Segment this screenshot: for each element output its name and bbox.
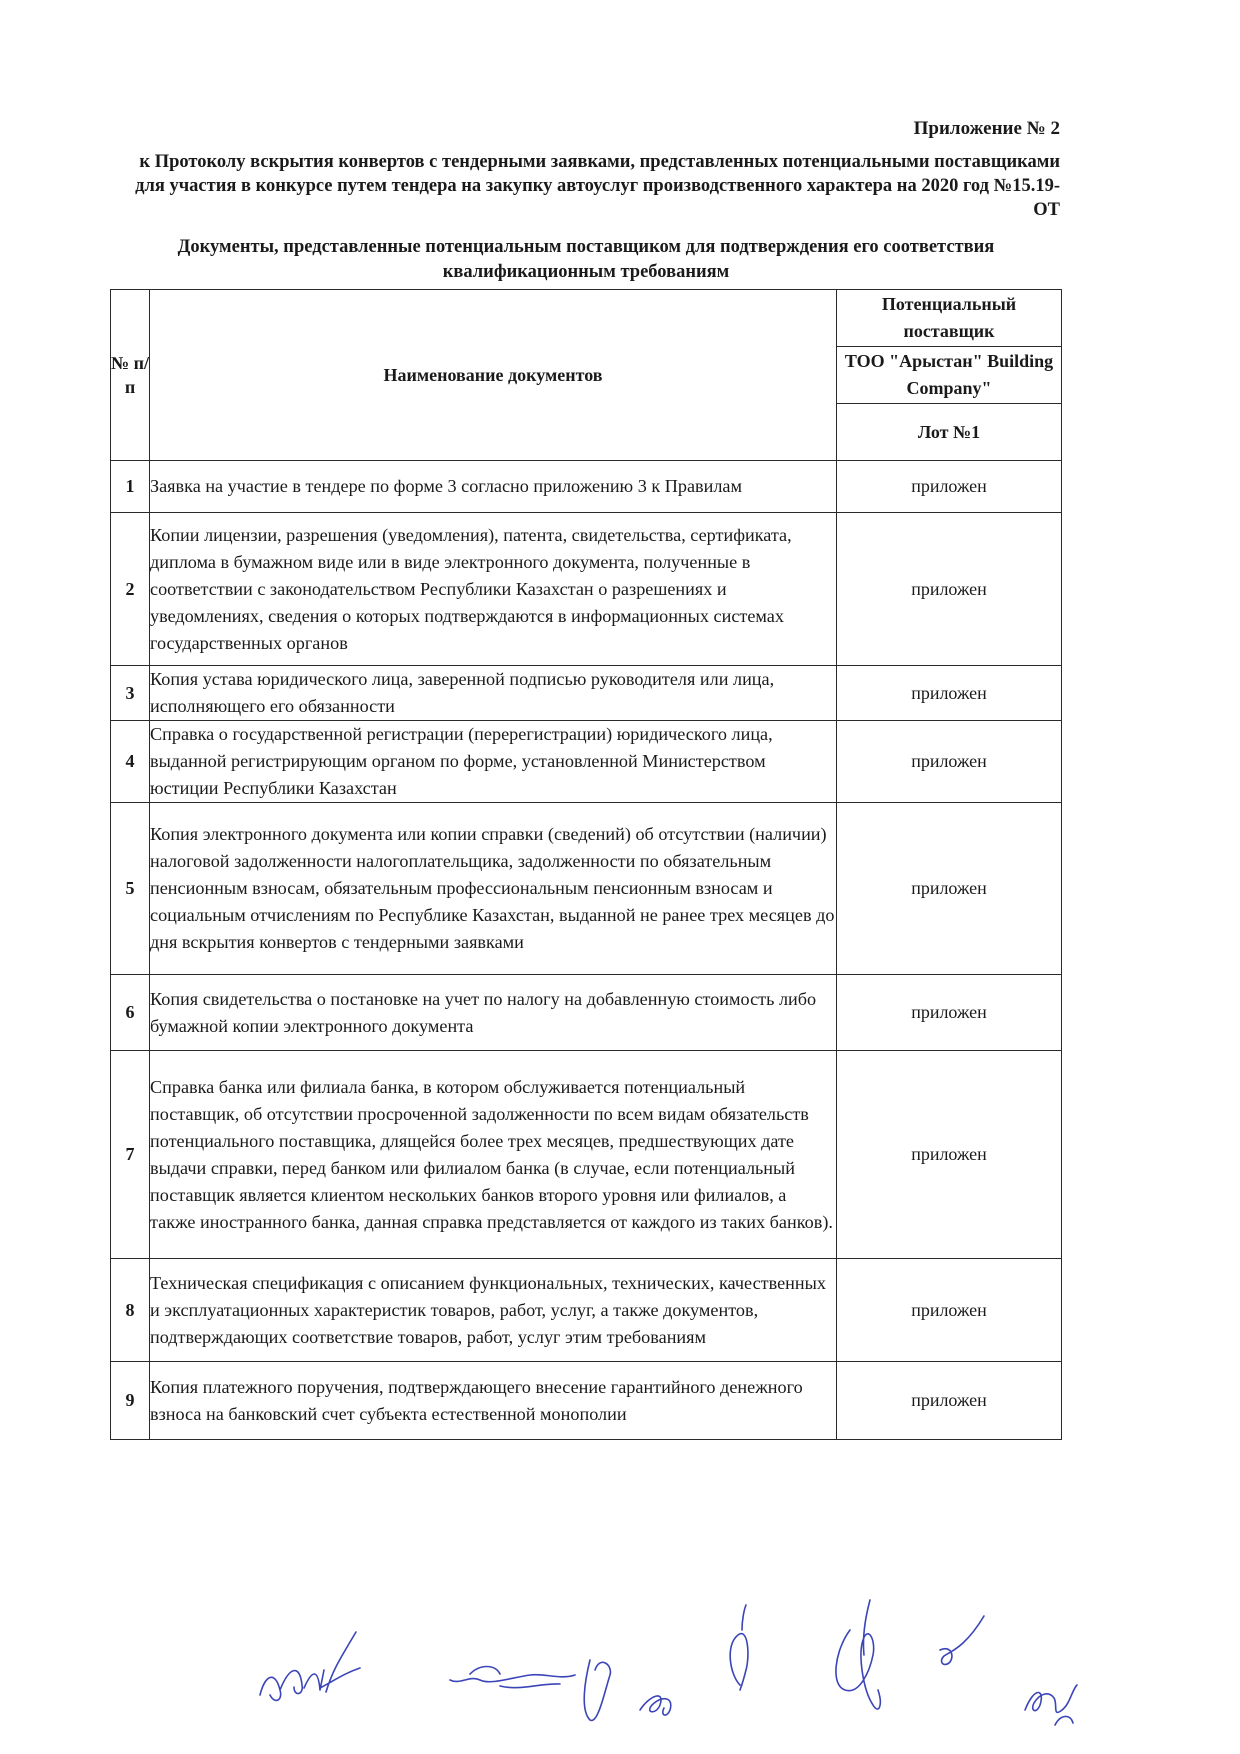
document-status: приложен bbox=[837, 1362, 1062, 1440]
document-status: приложен bbox=[837, 1051, 1062, 1259]
document-name: Копия электронного документа или копии справки (сведений) об отсутствии (наличии) налоговой задолженности налогоплательщика, задолженности по обязательным пенсионным взносам, обязательным профессиональным пенсионным взносам и социальным отчислениям по Республике Казахстан, выданной не ранее трех месяцев до дня вскрытия конвертов с тендерными заявками bbox=[150, 803, 837, 975]
table-row bbox=[111, 803, 1062, 975]
table-row bbox=[111, 461, 1062, 513]
signature-6 bbox=[1025, 1685, 1077, 1725]
document-subtitle: к Протоколу вскрытия конвертов с тендерными заявками, представленных потенциальными поставщиками для участия в конкурсе путем тендера на закупку автоуслуг производственного характера на 2020 год №15.19-ОТ bbox=[135, 152, 1060, 220]
signature-4 bbox=[836, 1600, 880, 1709]
column-header-supplier: Потенциальный поставщик bbox=[837, 290, 1062, 347]
document-status: приложен bbox=[837, 975, 1062, 1051]
signature-1 bbox=[260, 1632, 360, 1700]
document-status: приложен bbox=[837, 513, 1062, 666]
table-row bbox=[111, 1362, 1062, 1440]
table-row bbox=[111, 975, 1062, 1051]
signature-5 bbox=[940, 1616, 984, 1664]
document-name: Справка о государственной регистрации (перерегистрации) юридического лица, выданной регистрирующим органом по форме, установленной Министерством юстиции Республики Казахстан bbox=[150, 721, 837, 803]
table-row bbox=[111, 1259, 1062, 1362]
document-status: приложен bbox=[837, 461, 1062, 513]
document-name: Заявка на участие в тендере по форме 3 согласно приложению 3 к Правилам bbox=[150, 461, 837, 513]
row-number: 6 bbox=[111, 975, 150, 1051]
row-number: 1 bbox=[111, 461, 150, 513]
signature-2 bbox=[450, 1660, 610, 1720]
row-number: 9 bbox=[111, 1362, 150, 1440]
appendix-label: Приложение № 2 bbox=[913, 118, 1060, 139]
table-row bbox=[111, 721, 1062, 803]
document-heading: Документы, представленные потенциальным поставщиком для подтверждения его соответствия квалификационным требованиям bbox=[177, 237, 995, 282]
document-name: Техническая спецификация с описанием функциональных, технических, качественных и эксплуатационных характеристик товаров, работ, услуг, а также документов, подтверждающих соответствие товаров, работ, услуг этим требованиям bbox=[150, 1259, 837, 1362]
signature-3 bbox=[640, 1605, 748, 1715]
document-name: Копия платежного поручения, подтверждающего внесение гарантийного денежного взноса на банковский счет субъекта естественной монополии bbox=[150, 1362, 837, 1440]
lot-label: Лот №1 bbox=[837, 404, 1062, 461]
column-header-documents: Наименование документов bbox=[150, 290, 837, 461]
row-number: 3 bbox=[111, 666, 150, 721]
row-number: 4 bbox=[111, 721, 150, 803]
table-row bbox=[111, 513, 1062, 666]
table-row bbox=[111, 1051, 1062, 1259]
signatures bbox=[240, 1590, 1200, 1740]
row-number: 5 bbox=[111, 803, 150, 975]
document-status: приложен bbox=[837, 803, 1062, 975]
documents-table bbox=[110, 289, 1062, 1440]
document-name: Справка банка или филиала банка, в котором обслуживается потенциальный поставщик, об отсутствии просроченной задолженности по всем видам обязательств потенциального поставщика, длящейся более трех месяцев, предшествующих дате выдачи справки, перед банком или филиалом банка (в случае, если потенциальный поставщик является клиентом нескольких банков второго уровня или филиалов, а также иностранного банка, данная справка представляется от каждого из таких банков). bbox=[150, 1051, 837, 1259]
column-header-number: № п/п bbox=[111, 290, 150, 461]
document-status: приложен bbox=[837, 666, 1062, 721]
table-row bbox=[111, 666, 1062, 721]
document-status: приложен bbox=[837, 1259, 1062, 1362]
document-status: приложен bbox=[837, 721, 1062, 803]
document-name: Копия устава юридического лица, заверенной подписью руководителя или лица, исполняющего его обязанности bbox=[150, 666, 837, 721]
supplier-name: ТОО "Арыстан" Building Company" bbox=[837, 347, 1062, 404]
row-number: 2 bbox=[111, 513, 150, 666]
row-number: 7 bbox=[111, 1051, 150, 1259]
document-name: Копии лицензии, разрешения (уведомления), патента, свидетельства, сертификата, диплома в бумажном виде или в виде электронного документа, полученные в соответствии с законодательством Республики Казахстан о разрешениях и уведомлениях, сведения о которых подтверждаются в информационных системах государственных органов bbox=[150, 513, 837, 666]
row-number: 8 bbox=[111, 1259, 150, 1362]
document-name: Копия свидетельства о постановке на учет по налогу на добавленную стоимость либо бумажной копии электронного документа bbox=[150, 975, 837, 1051]
